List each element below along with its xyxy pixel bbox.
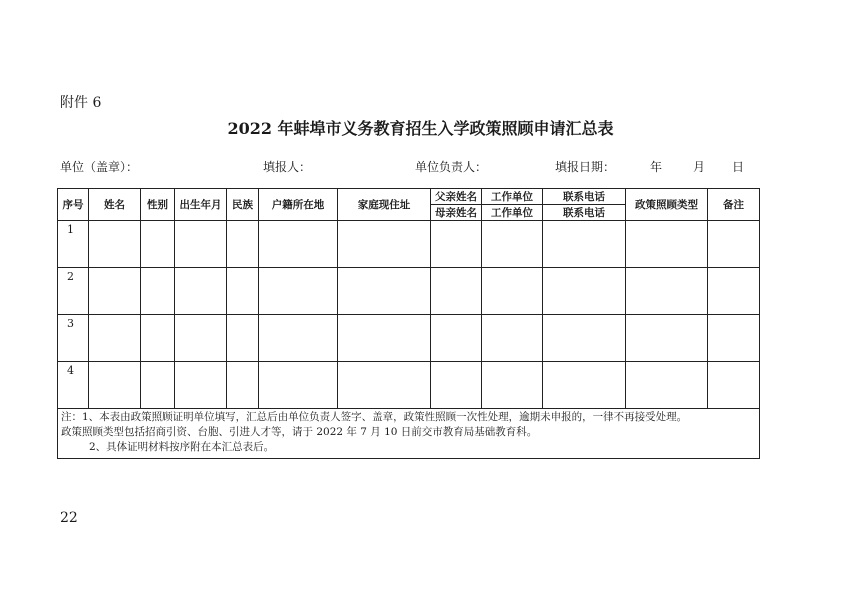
header-birth: 出生年月 xyxy=(175,189,227,221)
header-father-name: 父亲姓名 xyxy=(431,189,482,205)
header-hukou: 户籍所在地 xyxy=(259,189,338,221)
note-line-1: 注：1、本表由政策照顾证明单位填写，汇总后由单位负责人签字、盖章，政策性照顾一次性处理，逾期未申报的，一律不再接受处理。 xyxy=(61,411,688,423)
table-row xyxy=(58,362,760,409)
table-row xyxy=(58,221,760,268)
day-label: 日 xyxy=(732,160,745,174)
note-line-2: 政策照顾类型包括招商引资、台胞、引进人才等，请于 2022 年 7 月 10 日前交市教育局基础教育科。 xyxy=(61,426,538,438)
header-name: 姓名 xyxy=(89,189,141,221)
fill-date-label: 填报日期： xyxy=(555,160,616,174)
row-number: 2 xyxy=(58,268,89,315)
page-number: 22 xyxy=(60,510,78,526)
notes-row xyxy=(58,409,760,459)
note-line-3-text: 2、具体证明材料按序附在本汇总表后。 xyxy=(89,441,275,453)
header-father-work: 工作单位 xyxy=(482,189,543,205)
note-line-3 xyxy=(61,440,756,455)
header-gender: 性别 xyxy=(141,189,175,221)
header-row-top xyxy=(58,189,760,205)
header-mother-phone: 联系电话 xyxy=(543,205,626,221)
responsible-person-label: 单位负责人： xyxy=(415,160,488,174)
unit-seal-label: 单位（盖章）： xyxy=(60,160,139,174)
row-number: 4 xyxy=(58,362,89,409)
header-seq: 序号 xyxy=(58,189,89,221)
summary-table xyxy=(57,188,760,459)
row-number: 3 xyxy=(58,315,89,362)
attachment-label: 附件 6 xyxy=(60,95,102,111)
filler-label: 填报人： xyxy=(263,160,312,174)
header-mother-name: 母亲姓名 xyxy=(431,205,482,221)
header-remarks: 备注 xyxy=(708,189,760,221)
header-father-phone: 联系电话 xyxy=(543,189,626,205)
row-number: 1 xyxy=(58,221,89,268)
month-label: 月 xyxy=(693,160,706,174)
header-policy-type: 政策照顾类型 xyxy=(626,189,708,221)
table-row xyxy=(58,268,760,315)
table-notes xyxy=(58,409,760,459)
header-ethnicity: 民族 xyxy=(227,189,259,221)
table-row xyxy=(58,315,760,362)
year-label: 年 xyxy=(650,160,663,174)
document-title: 2022 年蚌埠市义务教育招生入学政策照顾申请汇总表 xyxy=(227,119,614,138)
header-address: 家庭现住址 xyxy=(338,189,431,221)
header-mother-work: 工作单位 xyxy=(482,205,543,221)
